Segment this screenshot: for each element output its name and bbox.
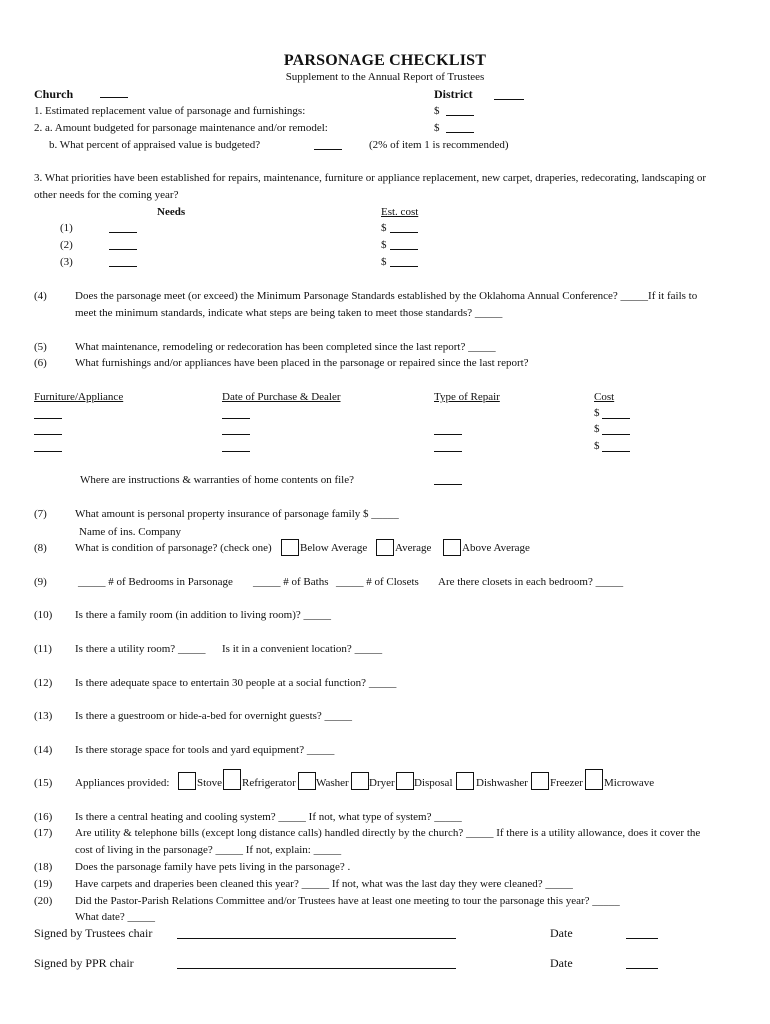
trustees-date-label: Date — [550, 926, 573, 940]
question-4-line1: Does the parsonage meet (or exceed) the Minimum Parsonage Standards established by the Oklahoma Annual Conference? _____If it fails to — [75, 290, 698, 302]
question-11-location: Is it in a convenient location? _____ — [222, 643, 383, 655]
replacement-value-field[interactable] — [446, 115, 474, 116]
question-20-line2: What date? _____ — [75, 911, 156, 923]
trustees-date-field[interactable] — [626, 938, 658, 939]
church-field[interactable] — [100, 97, 128, 98]
question-12: Is there adequate space to entertain 30 people at a social function? _____ — [75, 677, 397, 689]
question-14: Is there storage space for tools and yard equipment? _____ — [75, 744, 335, 756]
need-field[interactable] — [109, 232, 137, 233]
trustees-signature-field[interactable] — [177, 938, 456, 939]
below-average-checkbox[interactable] — [281, 539, 299, 556]
question-2a: 2. a. Amount budgeted for parsonage maintenance and/or remodel: — [34, 122, 328, 134]
refrigerator-label: Refrigerator — [242, 777, 296, 789]
repair-field[interactable] — [434, 434, 462, 435]
question-number: (16) — [34, 811, 53, 823]
closets-field: _____ # of Closets — [336, 576, 419, 588]
question-number: (11) — [34, 643, 52, 655]
date-dealer-field[interactable] — [222, 451, 250, 452]
warranties-question: Where are instructions & warranties of home contents on file? — [80, 474, 354, 486]
ppr-signature-field[interactable] — [177, 968, 456, 969]
budget-amount-field[interactable] — [446, 132, 474, 133]
microwave-checkbox[interactable] — [585, 769, 603, 790]
question-8: What is condition of parsonage? (check one) — [75, 542, 272, 554]
furniture-field[interactable] — [34, 434, 62, 435]
microwave-label: Microwave — [604, 777, 655, 789]
above-average-label: Above Average — [462, 542, 530, 554]
disposal-checkbox[interactable] — [396, 772, 414, 790]
dollar-sign: $ — [381, 256, 387, 268]
question-13: Is there a guestroom or hide-a-bed for overnight guests? _____ — [75, 710, 353, 722]
question-20-line1: Did the Pastor-Parish Relations Committee and/or Trustees have at least one meeting to tour the parsonage this year? _____ — [75, 895, 620, 907]
est-cost-field[interactable] — [390, 232, 418, 233]
cost-field[interactable] — [602, 418, 630, 419]
question-number: (15) — [34, 777, 53, 789]
question-3-line1: 3. What priorities have been established for repairs, maintenance, furniture or appliance replacement, new carpet, draperies, redecorating, landscaping or — [34, 172, 707, 184]
date-dealer-field[interactable] — [222, 418, 250, 419]
average-label: Average — [395, 542, 432, 554]
refrigerator-checkbox[interactable] — [223, 769, 241, 790]
question-11: Is there a utility room? _____ — [75, 643, 206, 655]
question-number: (12) — [34, 677, 53, 689]
question-number: (5) — [34, 341, 47, 353]
average-checkbox[interactable] — [376, 539, 394, 556]
appliances-label: Appliances provided: — [75, 777, 170, 789]
cost-field[interactable] — [602, 451, 630, 452]
col-type-repair: Type of Repair — [434, 391, 500, 403]
question-2b: b. What percent of appraised value is budgeted? — [49, 139, 261, 151]
dollar-sign: $ — [434, 105, 440, 117]
question-19: Have carpets and draperies been cleaned this year? _____ If not, what was the last day they were cleaned? _____ — [75, 878, 573, 890]
col-cost: Cost — [594, 391, 615, 403]
question-17-line2: cost of living in the parsonage? _____ If not, explain: _____ — [75, 844, 342, 856]
question-1: 1. Estimated replacement value of parsonage and furnishings: — [34, 105, 306, 117]
est-cost-header: Est. cost — [381, 206, 419, 218]
needs-row-number: (3) — [60, 256, 73, 268]
question-number: (20) — [34, 895, 53, 907]
page-subtitle: Supplement to the Annual Report of Trustees — [285, 71, 485, 83]
question-number: (13) — [34, 710, 53, 722]
needs-header: Needs — [157, 206, 186, 218]
question-7: What amount is personal property insurance of parsonage family $ _____ — [75, 508, 399, 520]
question-18: Does the parsonage family have pets living in the parsonage? . — [75, 861, 351, 873]
dollar-sign: $ — [381, 239, 387, 251]
dollar-sign: $ — [594, 440, 600, 452]
question-5: What maintenance, remodeling or redecoration has been completed since the last report? _____ — [75, 341, 496, 353]
question-number: (14) — [34, 744, 53, 756]
freezer-checkbox[interactable] — [531, 772, 549, 790]
stove-checkbox[interactable] — [178, 772, 196, 790]
question-16: Is there a central heating and cooling system? _____ If not, what type of system? _____ — [75, 811, 462, 823]
question-4-line2: meet the minimum standards, indicate what steps are being taken to meet those standards? _____ — [75, 307, 503, 319]
need-field[interactable] — [109, 249, 137, 250]
baths-field: _____ # of Baths — [253, 576, 329, 588]
dollar-sign: $ — [381, 222, 387, 234]
question-number: (6) — [34, 357, 47, 369]
trustees-signature-label: Signed by Trustees chair — [34, 926, 153, 940]
bedrooms-field: _____ # of Bedrooms in Parsonage — [78, 576, 233, 588]
needs-row-number: (2) — [60, 239, 73, 251]
question-10: Is there a family room (in addition to living room)? _____ — [75, 609, 332, 621]
question-number: (10) — [34, 609, 53, 621]
washer-checkbox[interactable] — [298, 772, 316, 790]
ppr-signature-label: Signed by PPR chair — [34, 956, 134, 970]
question-number: (9) — [34, 576, 47, 588]
ppr-date-field[interactable] — [626, 968, 658, 969]
dollar-sign: $ — [594, 423, 600, 435]
need-field[interactable] — [109, 266, 137, 267]
question-number: (19) — [34, 878, 53, 890]
needs-row-number: (1) — [60, 222, 73, 234]
stove-label: Stove — [197, 777, 223, 789]
col-furniture-appliance: Furniture/Appliance — [34, 391, 124, 403]
question-number: (8) — [34, 542, 47, 554]
question-number: (17) — [34, 827, 53, 839]
date-dealer-field[interactable] — [222, 434, 250, 435]
question-3-line2: other needs for the coming year? — [34, 189, 179, 201]
below-average-label: Below Average — [300, 542, 368, 554]
question-2b-note: (2% of item 1 is recommended) — [369, 139, 509, 151]
dollar-sign: $ — [594, 407, 600, 419]
church-label: Church — [34, 87, 74, 101]
col-date-dealer: Date of Purchase & Dealer — [222, 391, 341, 403]
district-label: District — [434, 87, 473, 101]
est-cost-field[interactable] — [390, 266, 418, 267]
furniture-field[interactable] — [34, 418, 62, 419]
question-6: What furnishings and/or appliances have been placed in the parsonage or repaired since the last report? — [75, 357, 529, 369]
dishwasher-checkbox[interactable] — [456, 772, 474, 790]
dryer-label: Dryer — [369, 777, 395, 789]
page-title: PARSONAGE CHECKLIST — [283, 52, 487, 69]
insurance-company-label: Name of ins. Company — [79, 526, 182, 538]
furniture-field[interactable] — [34, 451, 62, 452]
question-17-line1: Are utility & telephone bills (except long distance calls) handled directly by the church? _____ If there is a utility allowance, does it cover the — [75, 827, 701, 839]
dryer-checkbox[interactable] — [351, 772, 369, 790]
disposal-label: Disposal — [414, 777, 453, 789]
district-field[interactable] — [494, 99, 524, 100]
above-average-checkbox[interactable] — [443, 539, 461, 556]
washer-label: Washer — [316, 777, 349, 789]
freezer-label: Freezer — [550, 777, 583, 789]
warranties-field[interactable] — [434, 484, 462, 485]
cost-field[interactable] — [602, 434, 630, 435]
budget-percent-field[interactable] — [314, 149, 342, 150]
dollar-sign: $ — [434, 122, 440, 134]
dishwasher-label: Dishwasher — [476, 777, 528, 789]
question-number: (4) — [34, 290, 47, 302]
repair-field[interactable] — [434, 451, 462, 452]
closets-question: Are there closets in each bedroom? _____ — [438, 576, 624, 588]
question-number: (7) — [34, 508, 47, 520]
est-cost-field[interactable] — [390, 249, 418, 250]
ppr-date-label: Date — [550, 956, 573, 970]
question-number: (18) — [34, 861, 53, 873]
